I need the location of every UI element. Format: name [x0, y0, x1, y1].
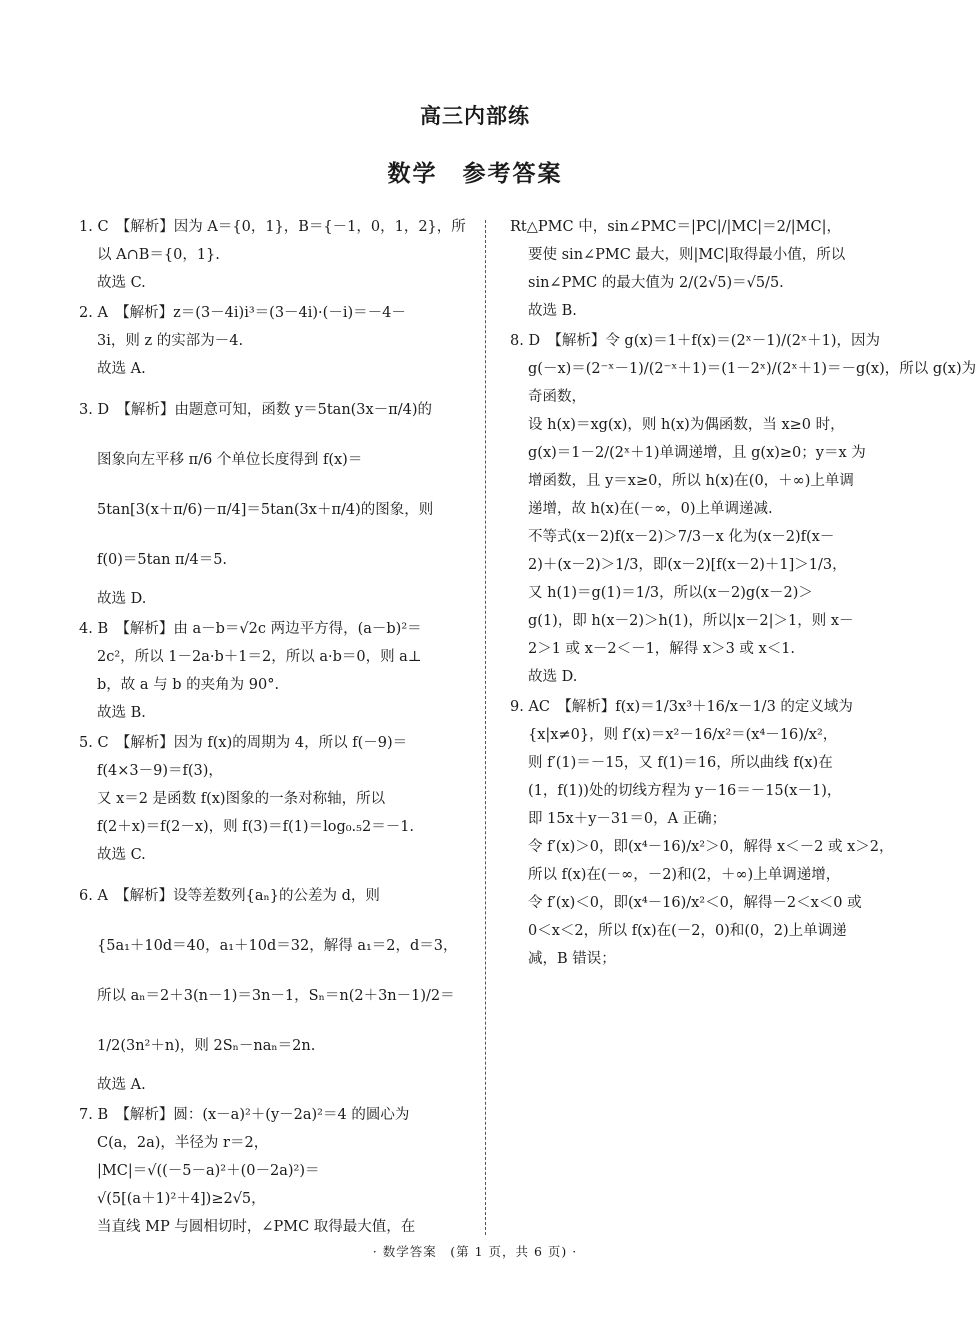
- answer-line: 即 15x＋y－31＝0，A 正确；: [528, 811, 727, 827]
- answer-choice: 故选 B.: [97, 705, 146, 721]
- answer-line: 以 A∩B＝{0，1}.: [97, 247, 220, 263]
- answer-choice: 故选 D.: [97, 591, 147, 607]
- answer-line: 7. B 【解析】圆：(x－a)²＋(y－2a)²＝4 的圆心为: [79, 1107, 410, 1123]
- answer-line: 8. D 【解析】令 g(x)＝1＋f(x)＝(2ˣ－1)/(2ˣ＋1)，因为: [510, 333, 880, 349]
- left-column: [79, 213, 466, 1243]
- answer-choice: 故选 C.: [97, 275, 146, 291]
- document-title: 高三内部练: [420, 103, 530, 128]
- answer-line: {5a₁＋10d＝40，a₁＋10d＝32，解得 a₁＝2，d＝3，: [97, 938, 458, 954]
- answer-line: 6. A 【解析】设等差数列{aₙ}的公差为 d，则: [79, 888, 380, 904]
- answer-line: f(0)＝5tan π/4＝5.: [97, 552, 228, 568]
- answer-line: 增函数，且 y＝x≥0，所以 h(x)在(0，＋∞)上单调: [528, 473, 854, 489]
- answer-line: Rt△PMC 中，sin∠PMC＝|PC|/|MC|＝2/|MC|，: [510, 219, 842, 235]
- answer-line: |MC|＝√((－5－a)²＋(0－2a)²)＝: [97, 1163, 320, 1179]
- answer-item: [79, 213, 466, 297]
- answer-line: 图象向左平移 π/6 个单位长度得到 f(x)＝: [97, 452, 363, 468]
- answer-item: [510, 327, 976, 691]
- answer-choice: 故选 C.: [97, 847, 146, 863]
- column-divider: [485, 220, 486, 1235]
- answer-line: C(a，2a)，半径为 r＝2，: [97, 1135, 269, 1151]
- answer-choice: 故选 D.: [528, 669, 578, 685]
- answer-line: sin∠PMC 的最大值为 2/(2√5)＝√5/5.: [528, 275, 784, 291]
- answer-line: 令 f′(x)＜0，即(x⁴－16)/x²＜0，解得－2＜x＜0 或: [528, 895, 862, 911]
- answer-item: [79, 385, 457, 613]
- right-column: [510, 213, 976, 975]
- answer-line: 0＜x＜2，所以 f(x)在(－2，0)和(0，2)上单调递: [528, 923, 847, 939]
- answer-item: [510, 213, 872, 325]
- answer-line: 减，B 错误；: [528, 951, 616, 967]
- answer-line: {x|x≠0}，则 f′(x)＝x²－16/x²＝(x⁴－16)/x²，: [528, 727, 838, 743]
- answer-line: g(－x)＝(2⁻ˣ－1)/(2⁻ˣ＋1)＝(1－2ˣ)/(2ˣ＋1)＝－g(x)，所以 g(x)为: [528, 361, 976, 377]
- answer-line: 当直线 MP 与圆相切时，∠PMC 取得最大值，在: [97, 1219, 416, 1235]
- answer-choice: 故选 B.: [528, 303, 577, 319]
- answer-line: 要使 sin∠PMC 最大，则|MC|取得最小值，所以: [528, 247, 846, 263]
- answer-line: 3i，则 z 的实部为－4.: [97, 333, 244, 349]
- answer-item: [79, 615, 457, 727]
- answer-line: 2＞1 或 x－2＜－1，解得 x＞3 或 x＜1.: [528, 641, 796, 657]
- answer-choice: 故选 A.: [97, 361, 146, 377]
- answer-line: f(2＋x)＝f(2－x)，则 f(3)＝f(1)＝log₀.₅2＝－1.: [97, 819, 415, 835]
- answer-line: f(4×3－9)＝f(3)，: [97, 763, 223, 779]
- answer-line: 又 x＝2 是函数 f(x)图象的一条对称轴，所以: [97, 791, 386, 807]
- answer-line: 1. C 【解析】因为 A＝{0，1}，B＝{－1，0，1，2}，所: [79, 219, 466, 235]
- answer-item: [79, 729, 457, 869]
- answer-line: 又 h(1)＝g(1)＝1/3，所以(x－2)g(x－2)＞: [528, 585, 813, 601]
- answer-line: 不等式(x－2)f(x－2)＞7/3－x 化为(x－2)f(x－: [528, 529, 835, 545]
- answer-line: 则 f′(1)＝－15，又 f(1)＝16，所以曲线 f(x)在: [528, 755, 833, 771]
- answer-line: (1，f(1))处的切线方程为 y－16＝－15(x－1)，: [528, 783, 842, 799]
- answer-line: 所以 f(x)在(－∞，－2)和(2，＋∞)上单调递增，: [528, 867, 841, 883]
- answer-line: 奇函数，: [528, 389, 586, 405]
- document-subtitle: 数学 参考答案: [387, 160, 563, 187]
- answer-line: g(1)，即 h(x－2)＞h(1)，所以|x－2|＞1，则 x－: [528, 613, 854, 629]
- answer-choice: 故选 A.: [97, 1077, 146, 1093]
- answer-line: b，故 a 与 b 的夹角为 90°.: [97, 677, 280, 693]
- answer-item: [79, 299, 457, 383]
- answer-item: [510, 693, 894, 973]
- answer-line: 1/2(3n²＋n)，则 2Sₙ－naₙ＝2n.: [97, 1038, 316, 1054]
- answer-item: [79, 1101, 457, 1241]
- answer-line: 4. B 【解析】由 a－b＝√2c 两边平方得，(a－b)²＝: [79, 621, 422, 637]
- answer-line: g(x)＝1－2/(2ˣ＋1)单调递增，且 g(x)≥0；y＝x 为: [528, 445, 866, 461]
- answer-line: 2c²，所以 1－2a·b＋1＝2，所以 a·b＝0，则 a⊥: [97, 649, 422, 665]
- answer-line: 递增，故 h(x)在(－∞，0)上单调递减.: [528, 501, 773, 517]
- answer-item: [79, 871, 457, 1099]
- answer-line: √(5[(a＋1)²＋4])≥2√5，: [97, 1191, 266, 1207]
- answer-line: 2. A 【解析】z＝(3－4i)i³＝(3－4i)·(－i)＝－4－: [79, 305, 406, 321]
- answer-line: 9. AC 【解析】f(x)＝1/3x³＋16/x－1/3 的定义域为: [510, 699, 853, 715]
- answer-line: 设 h(x)＝xg(x)，则 h(x)为偶函数，当 x≥0 时，: [528, 417, 845, 433]
- answer-line: 2)＋(x－2)＞1/3，即(x－2)[f(x－2)＋1]＞1/3，: [528, 557, 847, 573]
- answer-line: 5. C 【解析】因为 f(x)的周期为 4，所以 f(－9)＝: [79, 735, 408, 751]
- answer-line: 3. D 【解析】由题意可知，函数 y＝5tan(3x－π/4)的: [79, 402, 433, 418]
- page-footer: · 数学答案 (第 1 页，共 6 页) ·: [372, 1244, 578, 1259]
- answer-line: 所以 aₙ＝2＋3(n－1)＝3n－1，Sₙ＝n(2＋3n－1)/2＝: [97, 988, 455, 1004]
- answer-line: 5tan[3(x＋π/6)－π/4]＝5tan(3x＋π/4)的图象，则: [97, 502, 434, 518]
- answer-line: 令 f′(x)＞0，即(x⁴－16)/x²＞0，解得 x＜－2 或 x＞2，: [528, 839, 894, 855]
